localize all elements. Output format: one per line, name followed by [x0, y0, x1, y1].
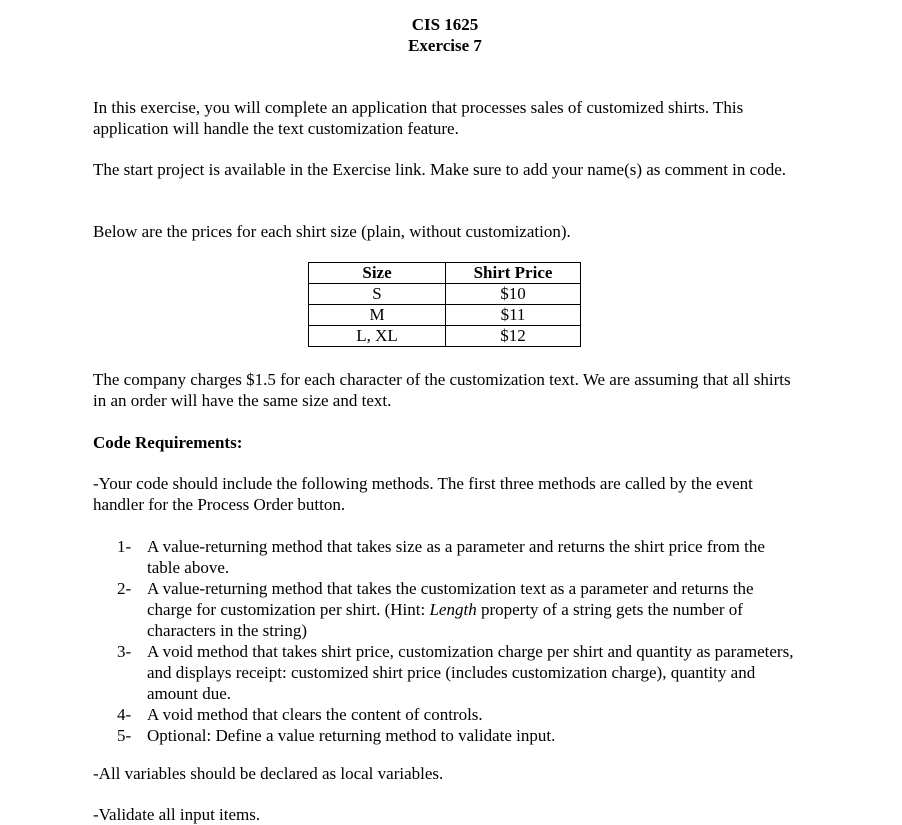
size-cell: L, XL: [309, 326, 446, 347]
price-cell: $10: [446, 284, 581, 305]
charge-info-paragraph: The company charges $1.5 for each character of the customization text. We are assuming that all shirts in an order will have the same size and text.: [93, 370, 791, 410]
intro-paragraph: In this exercise, you will complete an application that processes sales of customized shirts. This application will handle the text customization feature.: [93, 98, 744, 138]
size-column-header: Size: [309, 263, 446, 284]
list-item-number: 5-: [117, 726, 132, 745]
list-item-number: 1-: [117, 537, 132, 556]
size-cell: M: [309, 305, 446, 326]
code-requirements-heading: Code Requirements:: [93, 433, 243, 452]
local-variables-paragraph: -All variables should be declared as local variables.: [93, 764, 444, 783]
list-item-text: A value-returning method that takes the customization text as a parameter and returns the charge for customization per shirt. (Hint: Length property of a string gets the number of characters in the string): [147, 579, 754, 640]
exercise-title: Exercise 7: [408, 36, 482, 55]
start-project-paragraph: The start project is available in the Exercise link. Make sure to add your name(s) as comment in code.: [93, 160, 786, 179]
list-item: [117, 578, 797, 641]
list-item: [117, 641, 797, 704]
list-item-text: A void method that clears the content of controls.: [147, 705, 483, 724]
length-property-term: Length: [429, 600, 477, 619]
list-item-text: A value-returning method that takes size as a parameter and returns the shirt price from the table above.: [147, 537, 765, 577]
validate-input-paragraph: -Validate all input items.: [93, 805, 261, 824]
list-item: [117, 704, 797, 725]
price-table: [308, 262, 581, 347]
methods-intro-paragraph: -Your code should include the following methods. The first three methods are called by the event handler for the Process Order button.: [93, 474, 753, 514]
price-table-header-row: [309, 263, 581, 284]
list-item: [117, 725, 797, 746]
size-cell: S: [309, 284, 446, 305]
table-row: [309, 305, 581, 326]
price-cell: $12: [446, 326, 581, 347]
list-item-number: 4-: [117, 705, 132, 724]
price-column-header: Shirt Price: [446, 263, 581, 284]
list-item-text: A void method that takes shirt price, customization charge per shirt and quantity as parameters, and displays receipt: customized shirt price (includes customization charge), quantity and amount due.: [147, 642, 794, 703]
price-cell: $11: [446, 305, 581, 326]
table-row: [309, 326, 581, 347]
list-item-number: 3-: [117, 642, 132, 661]
course-title: CIS 1625: [411, 15, 479, 34]
table-row: [309, 284, 581, 305]
prices-intro-paragraph: Below are the prices for each shirt size (plain, without customization).: [93, 222, 571, 241]
document-title: [0, 14, 890, 56]
list-item-text: Optional: Define a value returning method to validate input.: [147, 726, 556, 745]
list-item: [117, 536, 797, 578]
list-item-number: 2-: [117, 579, 132, 598]
requirements-list: [117, 536, 797, 746]
